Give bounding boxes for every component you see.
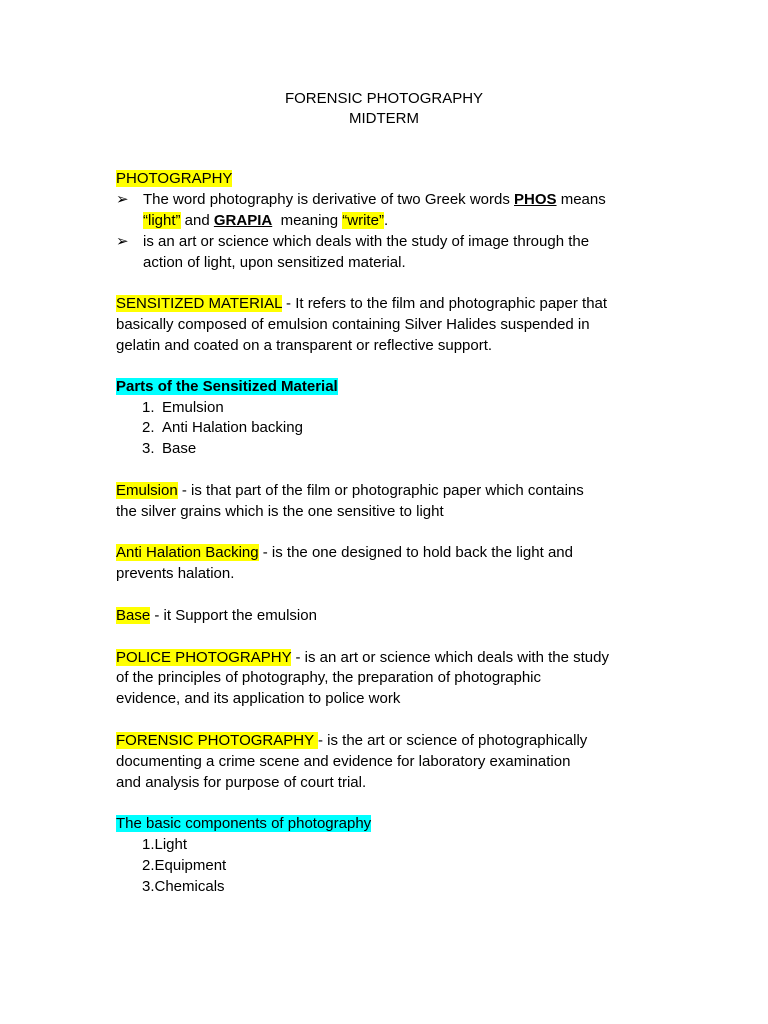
parts-heading-label: Parts of the Sensitized Material: [116, 378, 338, 395]
list-label: Anti Halation backing: [162, 419, 303, 436]
text-run: - is the one designed to hold back the light and: [258, 544, 573, 561]
anti-halation-line-1: [116, 543, 573, 564]
base-term: Base: [116, 607, 151, 624]
list-number: 1.: [142, 399, 155, 416]
parts-item-2: [142, 418, 303, 439]
anti-halation-term: Anti Halation Backing: [116, 544, 259, 561]
sensitized-paragraph-line-1: [116, 294, 607, 315]
parts-heading: [116, 377, 338, 398]
write-term: “write”: [342, 212, 384, 229]
anti-halation-line-2: prevents halation.: [116, 565, 235, 582]
forensic-line-1: [116, 731, 587, 752]
emulsion-term: Emulsion: [116, 482, 178, 499]
text-run: - is that part of the film or photographic paper which contains: [177, 482, 584, 499]
text-run: is an art or science which deals with the study of image through the: [143, 233, 590, 250]
text-run: - is an art or science which deals with the study: [291, 649, 609, 666]
photography-bullet-2: [116, 232, 589, 253]
arrow-bullet-icon: ➢: [116, 233, 129, 250]
document-title: FORENSIC PHOTOGRAPHY: [284, 90, 484, 107]
police-line-3: evidence, and its application to police work: [116, 690, 401, 707]
text-run: .: [383, 212, 389, 229]
base-line-1: [116, 606, 317, 627]
document-subtitle: MIDTERM: [349, 110, 419, 127]
emulsion-line-2: the silver grains which is the one sensitive to light: [116, 503, 444, 520]
sensitized-term: SENSITIZED MATERIAL: [116, 295, 282, 312]
list-number: 3.: [142, 440, 155, 457]
components-item-1: 1.Light: [142, 836, 188, 853]
photography-heading-label: PHOTOGRAPHY: [116, 170, 233, 187]
list-number: 2.: [142, 419, 155, 436]
photography-heading: [116, 169, 232, 190]
text-run: means: [556, 191, 606, 208]
light-term: “light”: [143, 212, 181, 229]
police-line-2: of the principles of photography, the preparation of photographic: [116, 669, 542, 686]
list-label: Emulsion: [162, 399, 224, 416]
forensic-term: FORENSIC PHOTOGRAPHY: [116, 732, 318, 749]
arrow-bullet-icon: ➢: [116, 191, 129, 208]
text-run: meaning: [272, 212, 343, 229]
text-run: - is the art or science of photographically: [317, 732, 588, 749]
forensic-line-2: documenting a crime scene and evidence for laboratory examination: [116, 753, 571, 770]
parts-item-1: [142, 398, 224, 419]
components-heading: [116, 814, 371, 835]
grapia-term: GRAPIA: [213, 212, 273, 229]
sensitized-paragraph-line-3: gelatin and coated on a transparent or reflective support.: [116, 337, 493, 354]
list-label: Base: [162, 440, 197, 457]
text-run: - it Support the emulsion: [150, 607, 317, 624]
emulsion-line-1: [116, 481, 584, 502]
components-item-2: 2.Equipment: [142, 857, 227, 874]
text-run: and: [180, 212, 214, 229]
police-term: POLICE PHOTOGRAPHY: [116, 649, 292, 666]
police-line-1: [116, 648, 609, 669]
sensitized-paragraph-line-2: basically composed of emulsion containing Silver Halides suspended in: [116, 316, 590, 333]
components-item-3: 3.Chemicals: [142, 878, 225, 895]
text-run: - It refers to the film and photographic paper that: [281, 295, 608, 312]
parts-item-3: [142, 439, 196, 460]
photography-bullet-1: [116, 190, 606, 211]
text-run: The word photography is derivative of two Greek words: [143, 191, 515, 208]
components-heading-label: The basic components of photography: [116, 815, 372, 832]
photography-bullet-2-cont: action of light, upon sensitized material.: [143, 254, 406, 271]
phos-term: PHOS: [514, 191, 557, 208]
photography-bullet-1-cont: [143, 211, 388, 232]
forensic-line-3: and analysis for purpose of court trial.: [116, 774, 367, 791]
